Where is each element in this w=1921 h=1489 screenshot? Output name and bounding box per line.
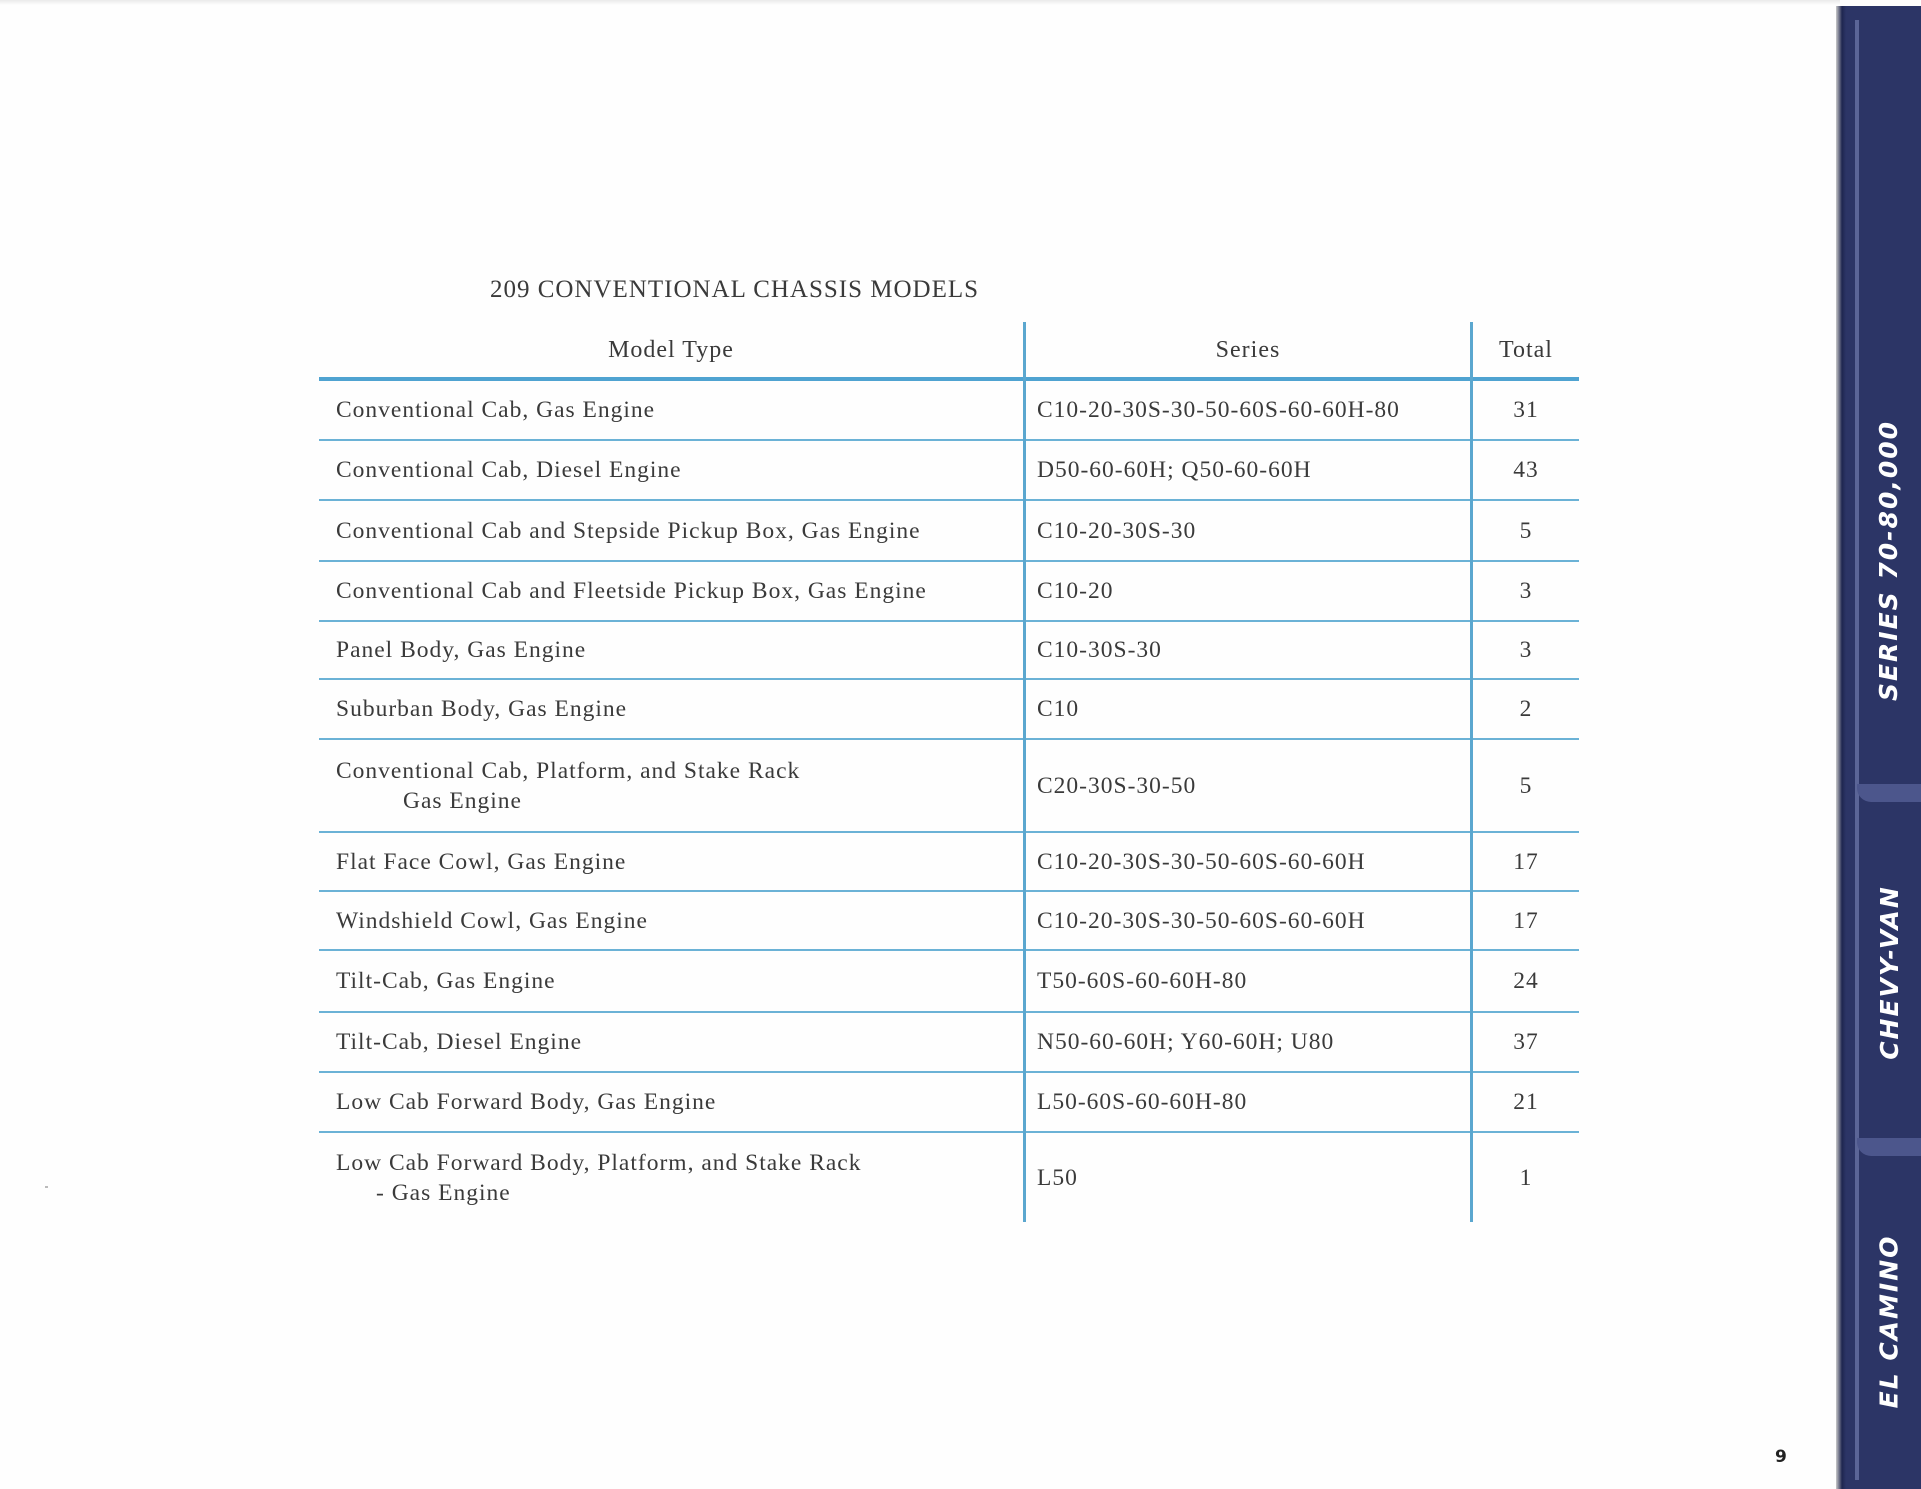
cell-series: C10-20 xyxy=(1037,578,1114,604)
cell-series: C10-20-30S-30-50-60S-60-60H xyxy=(1037,848,1366,875)
table-row xyxy=(319,951,1579,1013)
binding-edge xyxy=(1836,6,1846,1489)
table-row xyxy=(319,740,1579,833)
cell-model-type xyxy=(336,740,1016,831)
tab-series-label: SERIES 70-80,000 xyxy=(1874,419,1904,701)
paper-speck xyxy=(45,1186,48,1188)
cell-total: 43 xyxy=(1513,457,1539,483)
cell-series: L50 xyxy=(1037,1164,1078,1191)
tab-chevy-van-label: CHEVY-VAN xyxy=(1874,884,1904,1060)
cell-series: C10-30S-30 xyxy=(1037,637,1162,663)
cell-model-type: Conventional Cab, Diesel Engine xyxy=(336,457,682,483)
cell-series: N50-60-60H; Y60-60H; U80 xyxy=(1037,1029,1335,1055)
table-row xyxy=(319,1073,1579,1133)
cell-total: 31 xyxy=(1513,397,1539,423)
cell-model-type: Windshield Cowl, Gas Engine xyxy=(336,907,648,934)
column-divider-1 xyxy=(1023,322,1026,1222)
cell-model-type xyxy=(336,1133,1016,1222)
cell-total: 5 xyxy=(1519,772,1533,799)
top-shade xyxy=(0,0,1840,5)
cell-model-type: Conventional Cab and Fleetside Pickup Box, Gas Engine xyxy=(336,578,927,604)
cell-model-type: Conventional Cab, Gas Engine xyxy=(336,397,656,423)
tab-divider xyxy=(1857,1138,1921,1156)
cell-total: 17 xyxy=(1513,907,1539,934)
cell-series: C10-20-30S-30-50-60S-60-60H xyxy=(1037,907,1366,934)
cell-total: 24 xyxy=(1513,968,1539,994)
header-model-type: Model Type xyxy=(608,336,734,363)
cell-model-type: Tilt-Cab, Diesel Engine xyxy=(336,1029,583,1055)
table-row xyxy=(319,441,1579,501)
table-row xyxy=(319,1013,1579,1073)
table-row xyxy=(319,892,1579,951)
cell-series: C10 xyxy=(1037,696,1080,722)
cell-model-type-line2: Gas Engine xyxy=(403,787,522,814)
tab-chevy-van[interactable] xyxy=(1857,802,1921,1142)
cell-model-type: Low Cab Forward Body, Gas Engine xyxy=(336,1089,717,1115)
cell-total: 17 xyxy=(1513,848,1539,875)
cell-model-type-line2: - Gas Engine xyxy=(376,1179,511,1206)
table-row xyxy=(319,501,1579,562)
table-row xyxy=(319,622,1579,680)
cell-total: 5 xyxy=(1519,517,1533,544)
cell-model-type: Tilt-Cab, Gas Engine xyxy=(336,968,556,994)
header-total: Total xyxy=(1499,336,1553,363)
cell-total: 2 xyxy=(1519,696,1533,722)
column-divider-2 xyxy=(1470,322,1473,1222)
table-row xyxy=(319,833,1579,892)
cell-model-type: Conventional Cab and Stepside Pickup Box, Gas Engine xyxy=(336,517,921,544)
cell-series: C20-30S-30-50 xyxy=(1037,772,1197,799)
cell-model-type: Panel Body, Gas Engine xyxy=(336,637,587,663)
page-title xyxy=(0,276,1921,304)
page-title-text: 209 CONVENTIONAL CHASSIS MODELS xyxy=(489,276,980,303)
cell-series: T50-60S-60-60H-80 xyxy=(1037,968,1248,994)
table-row xyxy=(319,1133,1579,1222)
cell-total: 3 xyxy=(1519,637,1533,663)
cell-model-type-line1: Conventional Cab, Platform, and Stake Rack xyxy=(336,757,801,784)
cell-series: L50-60S-60-60H-80 xyxy=(1037,1089,1248,1115)
table-row xyxy=(319,381,1579,441)
page-number: 9 xyxy=(1775,1447,1787,1467)
cell-total: 3 xyxy=(1519,578,1533,604)
table-row xyxy=(319,680,1579,740)
tab-el-camino-label: EL CAMINO xyxy=(1874,1234,1904,1408)
cell-model-type-line1: Low Cab Forward Body, Platform, and Stake Rack xyxy=(336,1149,862,1176)
cell-total: 1 xyxy=(1519,1164,1533,1191)
cell-series: C10-20-30S-30 xyxy=(1037,517,1197,544)
tab-divider xyxy=(1857,784,1921,802)
header-series: Series xyxy=(1215,336,1281,363)
cell-model-type: Flat Face Cowl, Gas Engine xyxy=(336,848,627,875)
cell-model-type: Suburban Body, Gas Engine xyxy=(336,696,628,722)
tab-el-camino[interactable] xyxy=(1857,1156,1921,1486)
cell-series: C10-20-30S-30-50-60S-60-60H-80 xyxy=(1037,397,1400,423)
tab-series-70-80000[interactable] xyxy=(1857,330,1921,790)
table-row xyxy=(319,562,1579,622)
cell-total: 37 xyxy=(1513,1029,1539,1055)
cell-total: 21 xyxy=(1513,1089,1539,1115)
cell-series: D50-60-60H; Q50-60-60H xyxy=(1037,457,1312,483)
